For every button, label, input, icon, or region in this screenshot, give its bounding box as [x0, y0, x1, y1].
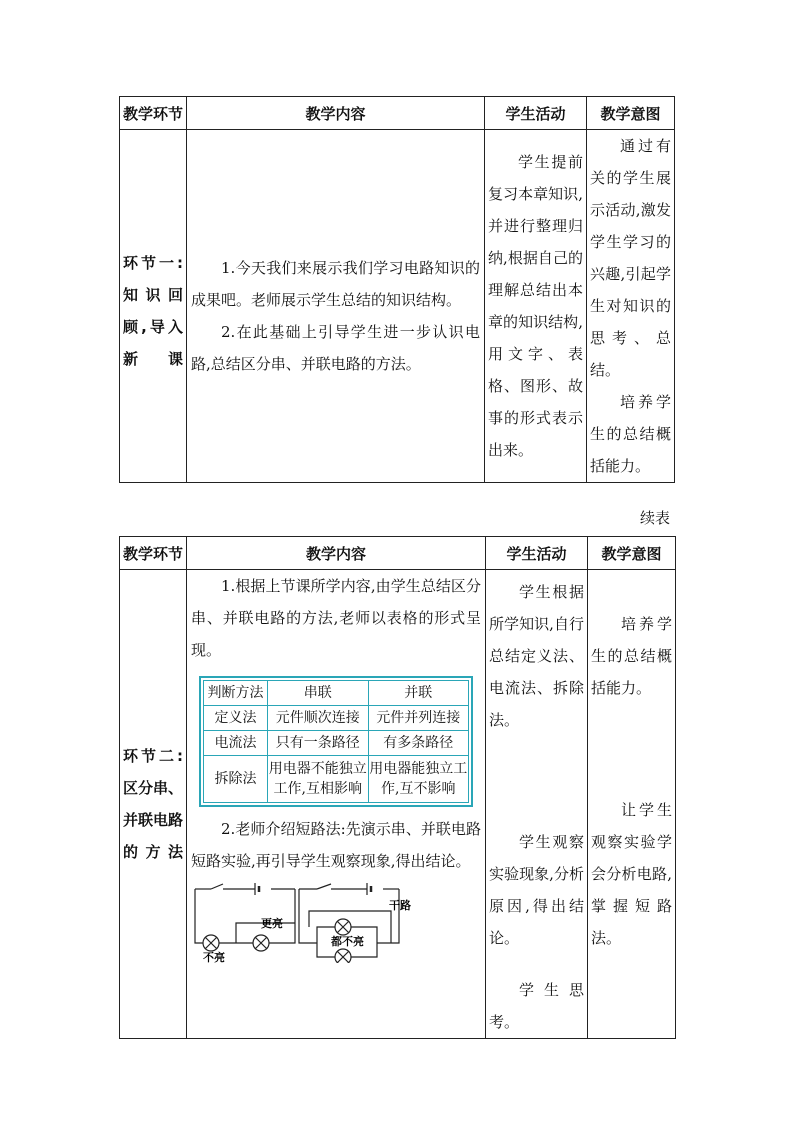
- activity-cell: [486, 570, 588, 1039]
- header-stage: 教学环节: [120, 97, 187, 130]
- intent-cell: [588, 570, 676, 1039]
- circuit-label: 不亮: [203, 951, 225, 963]
- continued-label: 续表: [640, 509, 671, 527]
- header-activity: 学生活动: [485, 97, 587, 130]
- method-table-frame: [199, 676, 473, 807]
- switch-icon: [317, 884, 331, 889]
- intent-text: 培养学生的总结概括能力。: [590, 393, 671, 475]
- method-table-row: [204, 706, 469, 731]
- method-cell: 定义法: [204, 706, 268, 731]
- circuit-label: 都不亮: [331, 935, 364, 948]
- stage-text: 环节二:区分串、并联电路的方法: [123, 747, 184, 861]
- lesson-table-2: [119, 536, 676, 1039]
- method-cell: 拆除法: [204, 756, 268, 803]
- content-paragraph: 2.老师介绍短路法:先演示串、并联电路短路实验,再引导学生观察现象,得出结论。: [191, 820, 481, 870]
- activity-text: 学生思考。: [489, 981, 584, 1031]
- content-cell: [187, 570, 486, 1039]
- stage-cell: [120, 130, 187, 483]
- method-table-header: [204, 681, 469, 706]
- method-cell: 有多条路径: [368, 731, 469, 756]
- circuit-diagrams: [191, 883, 481, 963]
- method-cell: 只有一条路径: [268, 731, 369, 756]
- method-header-cell: 判断方法: [204, 681, 268, 706]
- method-cell: 用电器能独立工作,互不影响: [368, 756, 469, 803]
- intent-cell: [587, 130, 675, 483]
- method-table: [203, 680, 469, 803]
- header-intent: 教学意图: [587, 97, 675, 130]
- method-cell: 元件并列连接: [368, 706, 469, 731]
- intent-text: 通过有关的学生展示活动,激发学生学习的兴趣,引起学生对知识的思考、总结。: [590, 137, 671, 379]
- lesson-table-1: [119, 96, 675, 483]
- activity-text: 学生提前复习本章知识,并进行整理归纳,根据自己的理解总结出本章的知识结构,用文字、表格、图形、故事的形式表示出来。: [488, 153, 583, 459]
- content-paragraph: 1.根据上节课所学内容,由学生总结区分串、并联电路的方法,老师以表格的形式呈现。: [191, 577, 481, 659]
- method-cell: 元件顺次连接: [268, 706, 369, 731]
- content-paragraph: 2.在此基础上引导学生进一步认识电路,总结区分串、并联电路的方法。: [191, 323, 480, 373]
- switch-icon: [211, 884, 223, 889]
- method-cell: 电流法: [204, 731, 268, 756]
- content-cell: [187, 130, 485, 483]
- header-stage: 教学环节: [120, 537, 187, 570]
- header-content: 教学内容: [187, 537, 486, 570]
- header-content: 教学内容: [187, 97, 485, 130]
- content-paragraph: 1.今天我们来展示我们学习电路知识的成果吧。老师展示学生总结的知识结构。: [191, 259, 480, 309]
- header-intent: 教学意图: [588, 537, 676, 570]
- method-cell: 用电器不能独立工作,互相影响: [268, 756, 369, 803]
- circuit-label: 干路: [389, 899, 411, 912]
- circuit-wire: [195, 889, 203, 943]
- method-header-cell: 并联: [368, 681, 469, 706]
- intent-text: 培养学生的总结概括能力。: [591, 615, 672, 697]
- activity-text: 学生观察实验现象,分析原因,得出结论。: [489, 833, 584, 947]
- header-activity: 学生活动: [486, 537, 588, 570]
- circuit-label: 更亮: [261, 917, 283, 930]
- activity-text: 学生根据所学知识,自行总结定义法、电流法、拆除法。: [489, 583, 584, 729]
- method-header-cell: 串联: [268, 681, 369, 706]
- method-table-row: [204, 756, 469, 803]
- intent-text: 让学生观察实验学会分析电路,掌握短路法。: [591, 801, 672, 947]
- method-table-row: [204, 731, 469, 756]
- circuit-wire: [269, 889, 295, 943]
- activity-cell: [485, 130, 587, 483]
- stage-text: 环节一:知识回顾,导入新课: [123, 254, 183, 368]
- stage-cell: [120, 570, 187, 1039]
